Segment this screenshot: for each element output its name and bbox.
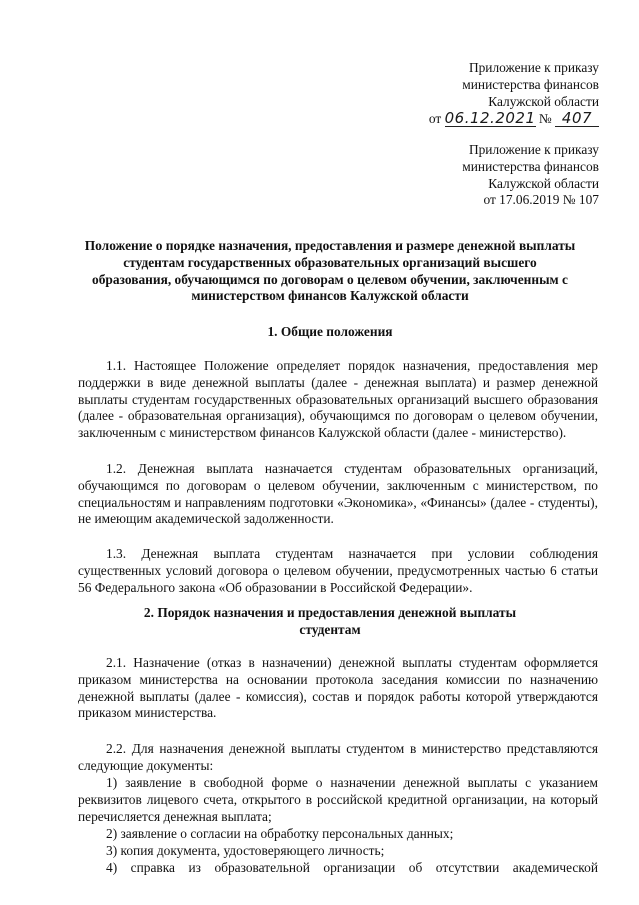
- appendix-current: [359, 60, 599, 128]
- appendix-original-line2: министерства финансов: [462, 158, 599, 174]
- title-line2: студентам государственных образовательных организаций высшего: [123, 254, 537, 270]
- paragraph-1-2: 1.2. Денежная выплата назначается студентам образовательных организаций, обучающимся по договорам о целевом обучении, заключенным с министерством, по специальностям и направлениям подготовки «Экономика», «Финансы» (далее - студенты), не имеющим академической задолженности.: [78, 461, 598, 527]
- list-item-3: 3) копия документа, удостоверяющего личность;: [106, 843, 385, 858]
- title-line3: образования, обучающимся по договорам о целевом обучении, заключенным с: [92, 271, 568, 287]
- appendix-current-line1: Приложение к приказу: [468, 60, 599, 75]
- paragraph-2-2: 2.2. Для назначения денежной выплаты студентом в министерство представляются следующие документы:: [78, 741, 598, 773]
- section1-heading: 1. Общие положения: [267, 324, 393, 339]
- appendix-current-date-line: [359, 111, 599, 128]
- paragraph-1-3: 1.3. Денежная выплата студентам назначается при условии соблюдения существенных условий договора о целевом обучении, предусмотренных частью 6 статьи 56 Федерального закона «Об образовании в Российской Федерации».: [78, 546, 598, 595]
- section2-heading-line2: студентам: [299, 621, 361, 637]
- list-item-4: 4) справка из образовательной организации об отсутствии академической: [106, 860, 598, 875]
- appendix-original-line4: от 17.06.2019 № 107: [483, 192, 599, 208]
- title-line4: министерством финансов Калужской области: [191, 288, 469, 304]
- title-line1: Положение о порядке назначения, предоставления и размере денежной выплаты: [84, 238, 576, 253]
- appendix-current-line2: министерства финансов: [462, 76, 599, 92]
- date-prefix: от: [428, 111, 442, 127]
- document-title: [60, 238, 600, 305]
- handwritten-date: 06.12.2021: [444, 109, 536, 128]
- appendix-current-line3: Калужской области: [488, 93, 599, 109]
- list-item-2: 2) заявление о согласии на обработку персональных данных;: [106, 826, 454, 841]
- section2-heading-line1: 2. Порядок назначения и предоставления денежной выплаты: [143, 605, 517, 620]
- list-item-1: 1) заявление в свободной форме о назначении денежной выплаты с указанием реквизитов лицевого счета, открытого в российской кредитной организации, на который перечисляется денежная выплата;: [78, 775, 598, 824]
- appendix-original: [359, 142, 599, 209]
- appendix-original-line3: Калужской области: [488, 175, 599, 191]
- handwritten-number: 407: [555, 111, 599, 127]
- number-sign: №: [538, 111, 552, 127]
- paragraph-2-1: 2.1. Назначение (отказ в назначении) денежной выплаты студентам оформляется приказом министерства на основании протокола заседания комиссии по назначению денежной выплаты (далее - комиссия), состав и порядок работы которой утверждаются приказом министерства.: [78, 655, 598, 721]
- appendix-original-line1: Приложение к приказу: [468, 142, 599, 157]
- paragraph-1-1: 1.1. Настоящее Положение определяет порядок назначения, предоставления мер поддержки в виде денежной выплаты (далее - денежная выплата) и размер денежной выплаты студентам государственных образовательных организаций высшего образования (далее - образовательная организация), обучающимся по договорам о целевом обучении, заключенным с министерством финансов Калужской области (далее - министерство).: [78, 358, 598, 441]
- section2-heading: [60, 605, 600, 639]
